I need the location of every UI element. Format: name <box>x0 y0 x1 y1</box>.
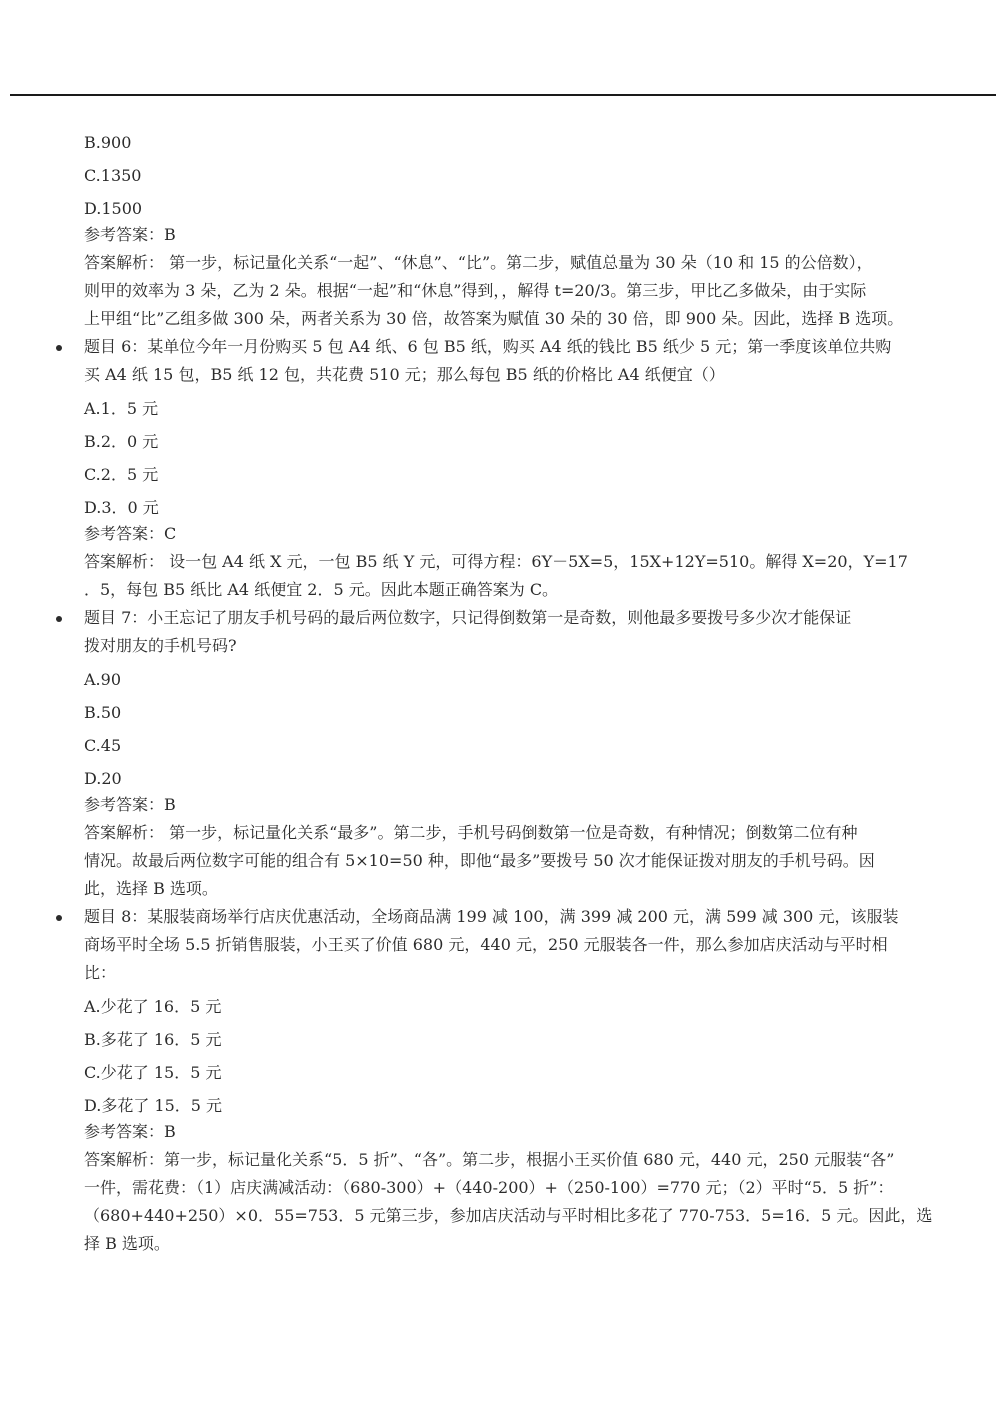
question-8-block <box>84 904 934 1257</box>
question-7 <box>84 605 934 659</box>
explanation-line: 此，选择 B 选项。 <box>84 879 218 898</box>
option-c: C.1350 <box>84 166 142 185</box>
answer-explanation <box>84 1147 934 1257</box>
explanation-line: 情况。故最后两位数字可能的组合有 5×10=50 种，即他“最多”要拨号 50 次才能保证拨对朋友的手机号码。因 <box>84 851 875 870</box>
bullet-icon <box>54 334 64 360</box>
header-rule <box>10 94 996 96</box>
explanation-line: 上甲组“比”乙组多做 300 朵，两者关系为 30 倍，故答案为赋值 30 朵的 30 倍，即 900 朵。因此，选择 B 选项。 <box>84 309 904 328</box>
option-a: A.少花了 16．5 元 <box>84 997 222 1016</box>
question-6 <box>84 334 934 388</box>
question-line: 买 A4 纸 15 包，B5 纸 12 包，共花费 510 元；那么每包 B5 纸的价格比 A4 纸便宜（） <box>84 365 725 384</box>
prev-question-tail <box>84 132 934 332</box>
explanation-line: 答案解析： 第一步，标记量化关系“一起”、“休息”、“比”。第二步，赋值总量为 30 朵（10 和 15 的公倍数）， <box>84 253 873 272</box>
reference-answer: 参考答案：C <box>84 524 177 543</box>
question-line: 题目 7：小王忘记了朋友手机号码的最后两位数字，只记得倒数第一是奇数，则他最多要拨号多少次才能保证 <box>84 608 852 627</box>
question-7-block <box>84 605 934 902</box>
option-d: D.多花了 15．5 元 <box>84 1096 223 1115</box>
answer-explanation <box>84 250 934 332</box>
question-line: 题目 8：某服装商场举行店庆优惠活动，全场商品满 199 减 100，满 399 减 200 元，满 599 减 300 元，该服装 <box>84 907 899 926</box>
answer-explanation <box>84 820 934 902</box>
option-b: B.多花了 16．5 元 <box>84 1030 222 1049</box>
question-line: 拨对朋友的手机号码? <box>84 636 237 655</box>
option-b: B.2．0 元 <box>84 432 159 451</box>
option-d: D.20 <box>84 769 122 788</box>
option-d: D.1500 <box>84 199 143 218</box>
page-content <box>84 132 934 1257</box>
question-line: 题目 6：某单位今年一月份购买 5 包 A4 纸、6 包 B5 纸，购买 A4 纸的钱比 B5 纸少 5 元；第一季度该单位共购 <box>84 337 892 356</box>
question-8 <box>84 904 934 986</box>
explanation-line: 答案解析： 第一步，标记量化关系“最多”。第二步，手机号码倒数第一位是奇数，有种情况；倒数第二位有种 <box>84 823 858 842</box>
option-a: A.1．5 元 <box>84 399 159 418</box>
reference-answer: 参考答案：B <box>84 225 176 244</box>
question-line: 比： <box>84 963 117 982</box>
option-a: A.90 <box>84 670 121 689</box>
question-line: 商场平时全场 5.5 折销售服装，小王买了价值 680 元，440 元，250 元服装各一件，那么参加店庆活动与平时相 <box>84 935 888 954</box>
bullet-icon <box>54 904 64 930</box>
option-b: B.50 <box>84 703 122 722</box>
option-b: B.900 <box>84 133 132 152</box>
option-c: C.少花了 15．5 元 <box>84 1063 222 1082</box>
question-6-block <box>84 334 934 603</box>
option-c: C.2．5 元 <box>84 465 159 484</box>
answer-explanation <box>84 549 934 603</box>
bullet-icon <box>54 605 64 631</box>
explanation-line: 则甲的效率为 3 朵，乙为 2 朵。根据“一起”和“休息”得到，，解得 t=20/3。第三步，甲比乙多做朵，由于实际 <box>84 281 867 300</box>
explanation-line: 答案解析：第一步，标记量化关系“5．5 折”、“各”。第二步，根据小王买价值 680 元，440 元，250 元服装“各” <box>84 1150 895 1169</box>
explanation-line: ．5，每包 B5 纸比 A4 纸便宜 2．5 元。因此本题正确答案为 C。 <box>84 580 559 599</box>
reference-answer: 参考答案：B <box>84 1122 176 1141</box>
reference-answer: 参考答案：B <box>84 795 176 814</box>
explanation-line: 择 B 选项。 <box>84 1234 170 1253</box>
explanation-line: （680+440+250）×0．55=753．5 元第三步，参加店庆活动与平时相比多花了 770-753．5=16．5 元。因此，选 <box>84 1206 933 1225</box>
option-d: D.3．0 元 <box>84 498 159 517</box>
explanation-line: 答案解析： 设一包 A4 纸 X 元，一包 B5 纸 Y 元，可得方程：6Y－5X=5，15X+12Y=510。解得 X=20，Y=17 <box>84 552 908 571</box>
explanation-line: 一件，需花费：（1）店庆满减活动：（680-300）+（440-200）+（250-100）=770 元；（2）平时“5．5 折”： <box>84 1178 894 1197</box>
option-c: C.45 <box>84 736 122 755</box>
